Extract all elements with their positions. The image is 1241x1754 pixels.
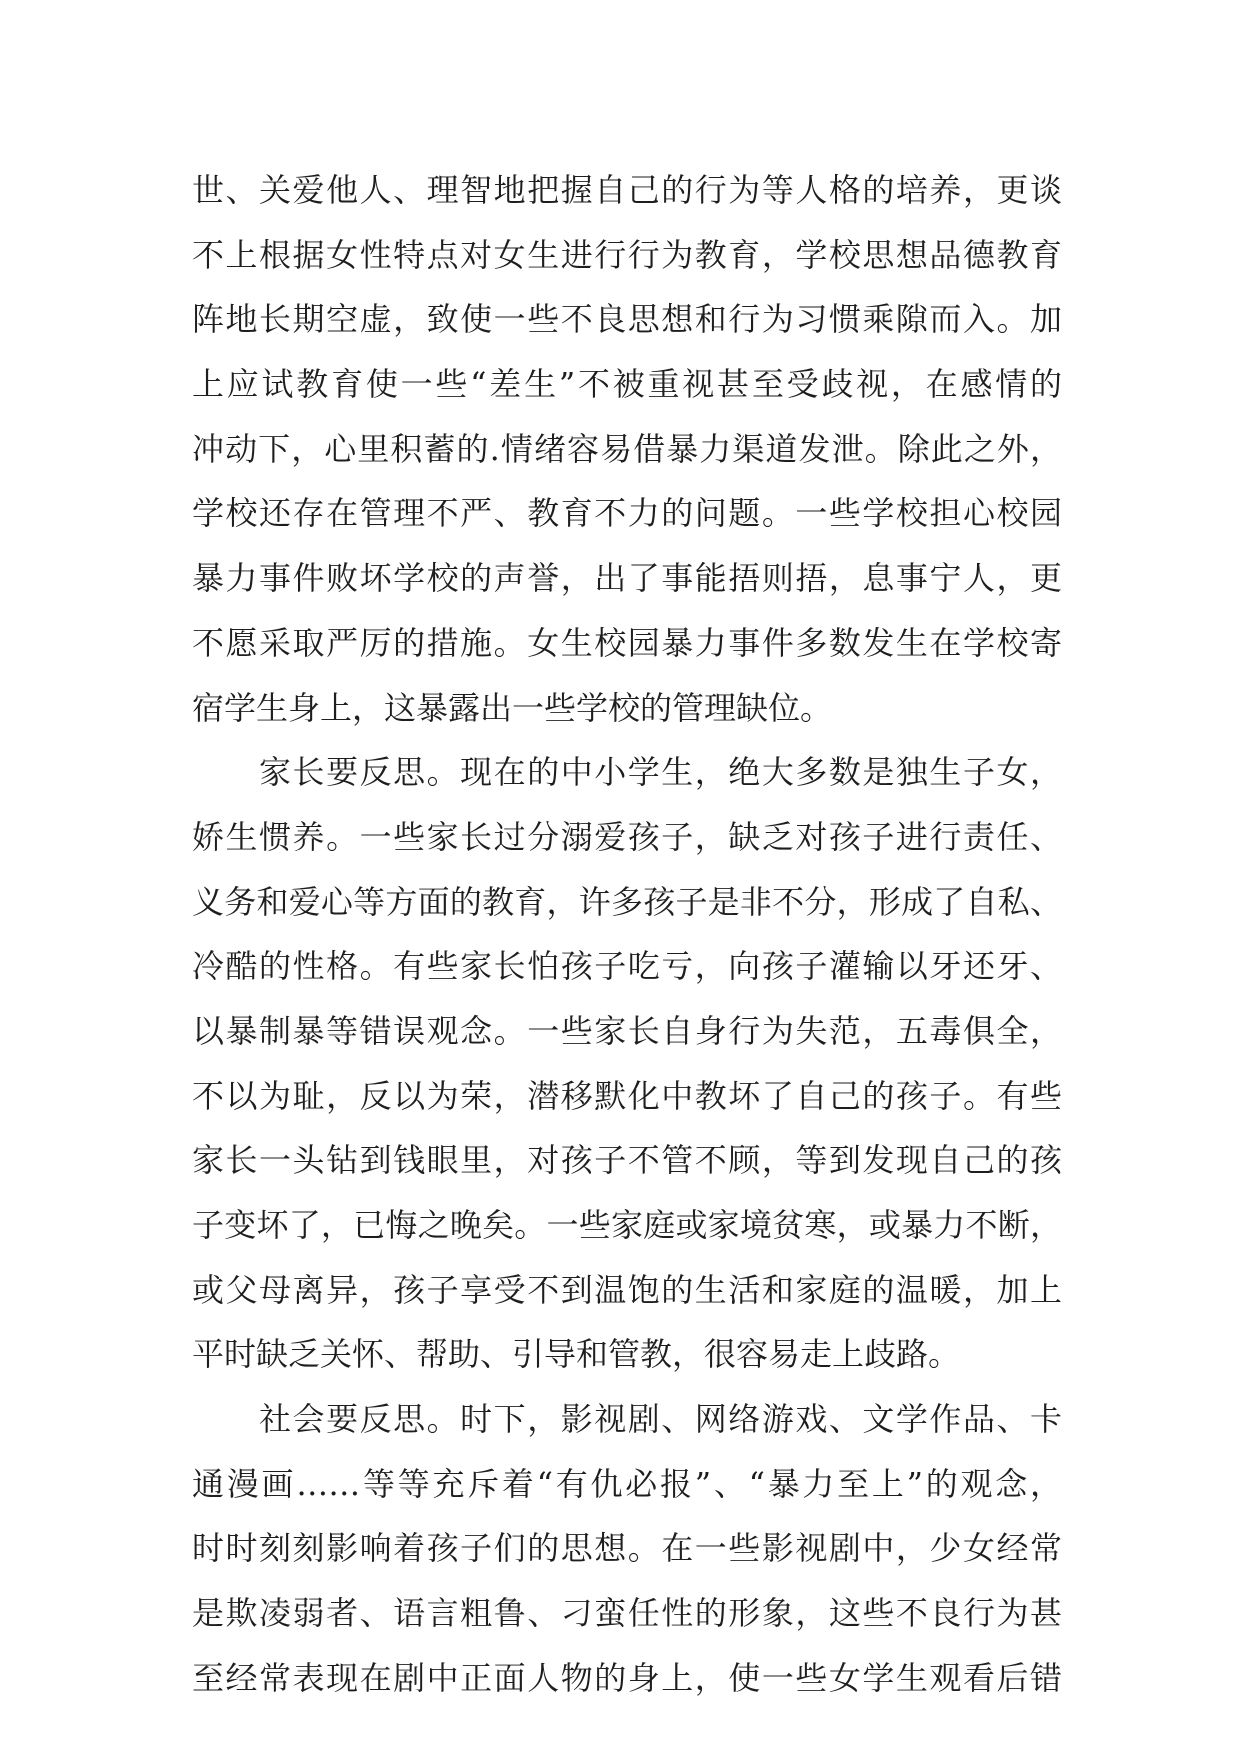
text-line: 不以为耻，反以为荣，潜移默化中教坏了自己的孩子。有些 — [192, 1076, 1062, 1115]
text-line: 宿学生身上，这暴露出一些学校的管理缺位。 — [192, 688, 833, 727]
text-line: 家长要反思。现在的中小学生，绝大多数是独生子女， — [192, 753, 1062, 792]
paragraph-school — [192, 158, 1062, 740]
document-body — [192, 158, 1062, 1711]
text-line: 社会要反思。时下，影视剧、网络游戏、文学作品、卡 — [192, 1400, 1062, 1439]
text-line: 世、关爱他人、理智地把握自己的行为等人格的培养，更谈 — [192, 171, 1062, 209]
text-line: 不愿采取严厉的措施。女生校园暴力事件多数发生在学校寄 — [192, 623, 1062, 662]
text-line: 不上根据女性特点对女生进行行为教育，学校思想品德教育 — [192, 235, 1062, 274]
text-line: 冲动下，心里积蓄的.情绪容易借暴力渠道发泄。除此之外， — [192, 429, 1062, 468]
paragraph-parents — [192, 740, 1062, 1387]
text-line: 平时缺乏关怀、帮助、引导和管教，很容易走上歧路。 — [192, 1335, 961, 1374]
text-line: 至经常表现在剧中正面人物的身上，使一些女学生观看后错 — [192, 1658, 1062, 1697]
text-line: 是欺凌弱者、语言粗鲁、刁蛮任性的形象，这些不良行为甚 — [192, 1594, 1062, 1633]
text-line: 通漫画……等等充斥着“有仇必报”、“暴力至上”的观念， — [192, 1464, 1062, 1503]
text-line: 冷酷的性格。有些家长怕孩子吃亏，向孩子灌输以牙还牙、 — [192, 947, 1062, 986]
text-line: 时时刻刻影响着孩子们的思想。在一些影视剧中，少女经常 — [192, 1529, 1062, 1568]
text-line: 学校还存在管理不严、教育不力的问题。一些学校担心校园 — [192, 494, 1062, 533]
text-line: 家长一头钻到钱眼里，对孩子不管不顾，等到发现自己的孩 — [192, 1141, 1062, 1180]
text-line: 或父母离异，孩子享受不到温饱的生活和家庭的温暖，加上 — [192, 1270, 1062, 1309]
paragraph-society — [192, 1387, 1062, 1710]
text-line: 娇生惯养。一些家长过分溺爱孩子，缺乏对孩子进行责任、 — [192, 817, 1062, 856]
text-line: 义务和爱心等方面的教育，许多孩子是非不分，形成了自私、 — [192, 882, 1062, 921]
text-line: 上应试教育使一些“差生”不被重视甚至受歧视，在感情的 — [192, 365, 1062, 404]
text-line: 子变坏了，已悔之晚矣。一些家庭或家境贫寒，或暴力不断， — [192, 1206, 1062, 1244]
text-line: 阵地长期空虚，致使一些不良思想和行为习惯乘隙而入。加 — [192, 300, 1062, 339]
text-line: 以暴制暴等错误观念。一些家长自身行为失范，五毒俱全， — [192, 1011, 1062, 1050]
text-line: 暴力事件败坏学校的声誉，出了事能捂则捂，息事宁人，更 — [192, 559, 1062, 598]
